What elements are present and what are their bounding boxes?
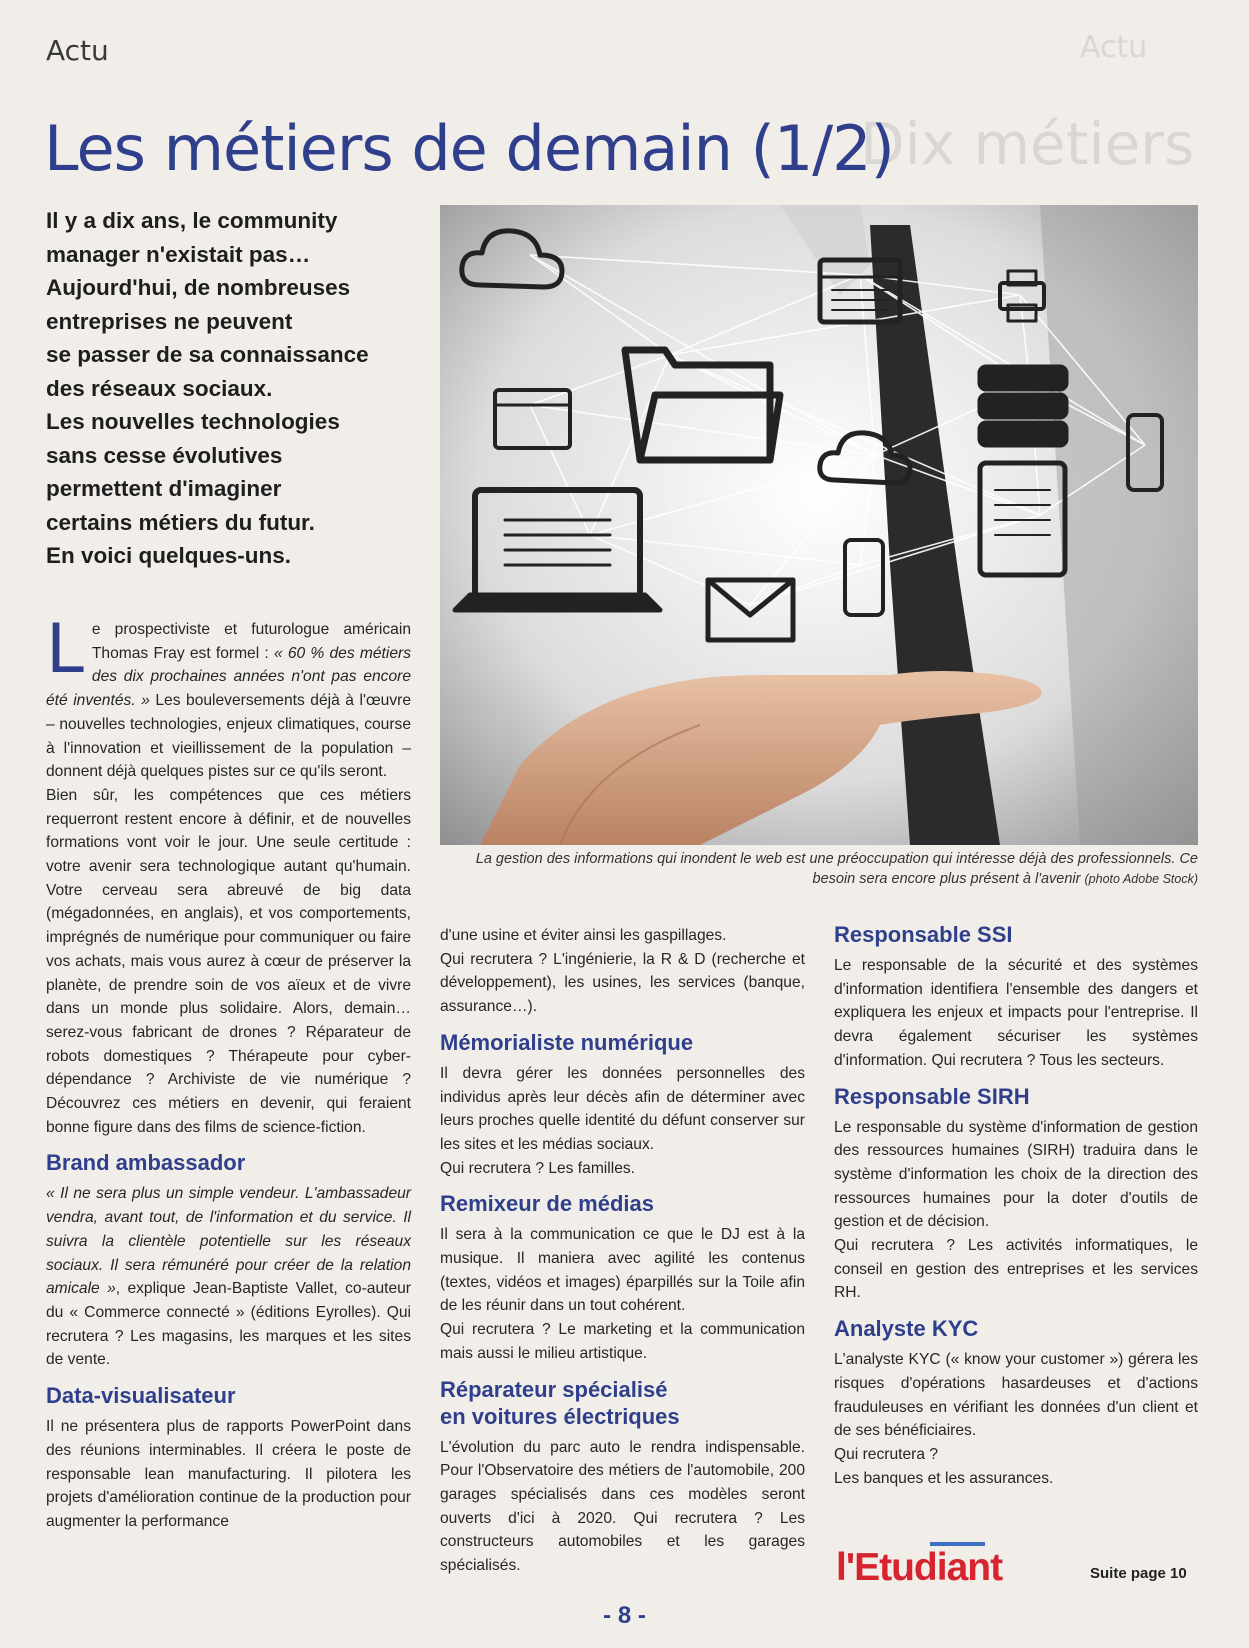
heading-line: en voitures électriques [440,1403,680,1429]
body-paragraph: Le responsable du système d'information de gestion des ressources humaines (SIRH) traduira dans le système d'information les choix de la direction des ressources humaines pour la doter d'outils de gestion et de décision. [834,1118,1198,1231]
body-paragraph: Il devra gérer les données personnelles des individus après leur décès afin de déterminer avec leurs proches quelle identité du défunt conserver sur les sites et les médias sociaux. [440,1064,805,1153]
section-label: Actu [46,34,109,67]
heading-line: Réparateur spécialisé [440,1376,668,1402]
caption-text: La gestion des informations qui inondent le web est une préoccupation qui intéresse déjà des professionnels. Ce besoin sera encore plus présent à l'avenir [475,851,1198,887]
body-paragraph [46,1182,411,1372]
drop-cap: L [46,610,84,689]
brand-text: , explique Jean-Baptiste Vallet, co-auteur du « Commerce connecté » (éditions Eyrolles). Qui recrutera ? Les magasins, les marques et les sites de vente. [46,1280,411,1369]
subheading-sirh: Responsable SIRH [834,1083,1030,1109]
lead-text-end: Les bouleversements déjà à l'œuvre – nouvelles technologies, enjeux climatiques, course à l'innovation et vieillissement de la population – donnent déjà quelques pistes sur ce qu'ils seront. [46,692,412,781]
recruit-line: Qui recrutera ? Le marketing et la communication mais aussi le milieu artistique. [440,1321,805,1362]
show-through-artifact: Actu [1080,30,1148,65]
article-column-3 [834,921,1198,1490]
intro-line: En voici quelques-uns. [46,543,292,568]
article-column-1 [46,610,412,1534]
continued-note: Suite page 10 [1090,1565,1187,1582]
article-title: Les métiers de demain (1/2) [44,112,894,185]
lead-text: e prospectiviste et futurologue américain Thomas Fray est formel : [91,621,411,662]
intro-line: se passer de sa connaissance [46,342,369,367]
intro-line: manager n'existait pas… [46,241,311,267]
intro-line: permettent d'imaginer [46,476,282,501]
intro-line: Aujourd'hui, de nombreuses [46,275,351,300]
recruit-line: Qui recrutera ? [834,1445,939,1463]
article-column-2 [440,924,805,1578]
subheading-data-visualisateur: Data-visualisateur [46,1383,236,1409]
recruit-line: Les banques et les assurances. [834,1469,1054,1487]
letudiant-logo: l'Etudiant [836,1546,1003,1589]
lead-paragraph [46,610,412,784]
intro-line: entreprises ne peuvent [46,308,293,334]
subheading-remixeur: Remixeur de médias [440,1191,654,1217]
photo-caption [440,849,1198,889]
subheading-kyc: Analyste KYC [834,1316,979,1342]
page-number: - 8 - [603,1602,646,1629]
body-paragraph: Le responsable de la sécurité et des systèmes d'information identifiera l'ensemble des dangers et expliquera les enjeux et impacts pour l'entreprise. Il devra également sécuriser les systèmes d'information. Qui recrutera ? Tous les secteurs. [834,957,1198,1069]
intro-line: des réseaux sociaux. [46,375,273,401]
article-intro [46,204,426,573]
intro-line: Il y a dix ans, le community [46,208,338,233]
intro-line: sans cesse évolutives [46,442,283,468]
brand-quote: « Il ne sera plus un simple vendeur. L'ambassadeur vendra, avant tout, de l'information et du service. Il suivra la clientèle potentielle sur les réseaux sociaux. Il sera rémunéré pour créer de la relation amicale » [46,1185,411,1298]
body-paragraph: Bien sûr, les compétences que ces métiers requerront restent encore à définir, et de nouvelles formations vont voir le jour. Une seule certitude : votre avenir sera technologique autant qu'humain. Votre cerveau sera abreuvé de big data (mégadonnées, en anglais), et vos comportements, imprégnés de numérique pour communiquer ou faire vos achats, mais vous aurez à cœur de préserver la planète, de prendre soin de vos aïeux et de vivre dans un monde plus solidaire. Alors, demain… serez-vous fabricant de drones ? Réparateur de robots domestiques ? Thérapeute pour cyber-dépendance ? Archiviste de vie numérique ? Découvrez ces métiers en devenir, qui feraient bonne figure dans des films de science-fiction. [46,786,411,1136]
subheading-memorialiste: Mémorialiste numérique [440,1029,694,1055]
intro-line: certains métiers du futur. [46,509,315,535]
body-paragraph: d'une usine et éviter ainsi les gaspillages. [440,927,727,944]
recruit-line: Qui recrutera ? L'ingénierie, la R & D (recherche et développement), les usines, les services (banque, assurance…). [440,950,805,1016]
show-through-artifact: Dix métiers [860,110,1195,178]
article-photo [440,205,1198,845]
recruit-line: Qui recrutera ? Les familles. [440,1159,635,1177]
lead-quote: « 60 % des métiers des dix prochaines années n'ont pas encore été inventés. » [46,644,411,710]
photo-credit: (photo Adobe Stock) [1084,872,1198,886]
body-paragraph: L'évolution du parc auto le rendra indispensable. Pour l'Observatoire des métiers de l'automobile, 200 garages spécialisés dans ces modèles seront ouverts d'ici à 2020. Qui recrutera ? Les constructeurs automobiles et les garages spécialisés. [440,1438,805,1575]
recruit-line: Qui recrutera ? Les activités informatiques, le conseil en gestion des entreprises et les services RH. [834,1237,1198,1302]
body-paragraph: Il sera à la communication ce que le DJ est à la musique. Il maniera avec agilité les contenus (textes, vidéos et images) éparpillés sur la Toile afin de les réunir dans un tout cohérent. [440,1226,805,1315]
intro-line: Les nouvelles technologies [46,409,340,434]
subheading-ssi: Responsable SSI [834,922,1013,947]
subheading-brand-ambassador: Brand ambassador [46,1150,246,1176]
body-paragraph: Il ne présentera plus de rapports PowerPoint dans des réunions interminables. Il créera le poste de responsable lean manufacturing. Il pilotera les projets d'amélioration continue de la production pour augmenter la performance [46,1418,411,1530]
body-paragraph: L'analyste KYC (« know your customer ») gérera les risques d'opérations hasardeuses et d'actions frauduleuses en vérifiant les données d'un client et de ses bénéficiaires. [834,1351,1198,1440]
subheading-reparateur [440,1376,805,1430]
